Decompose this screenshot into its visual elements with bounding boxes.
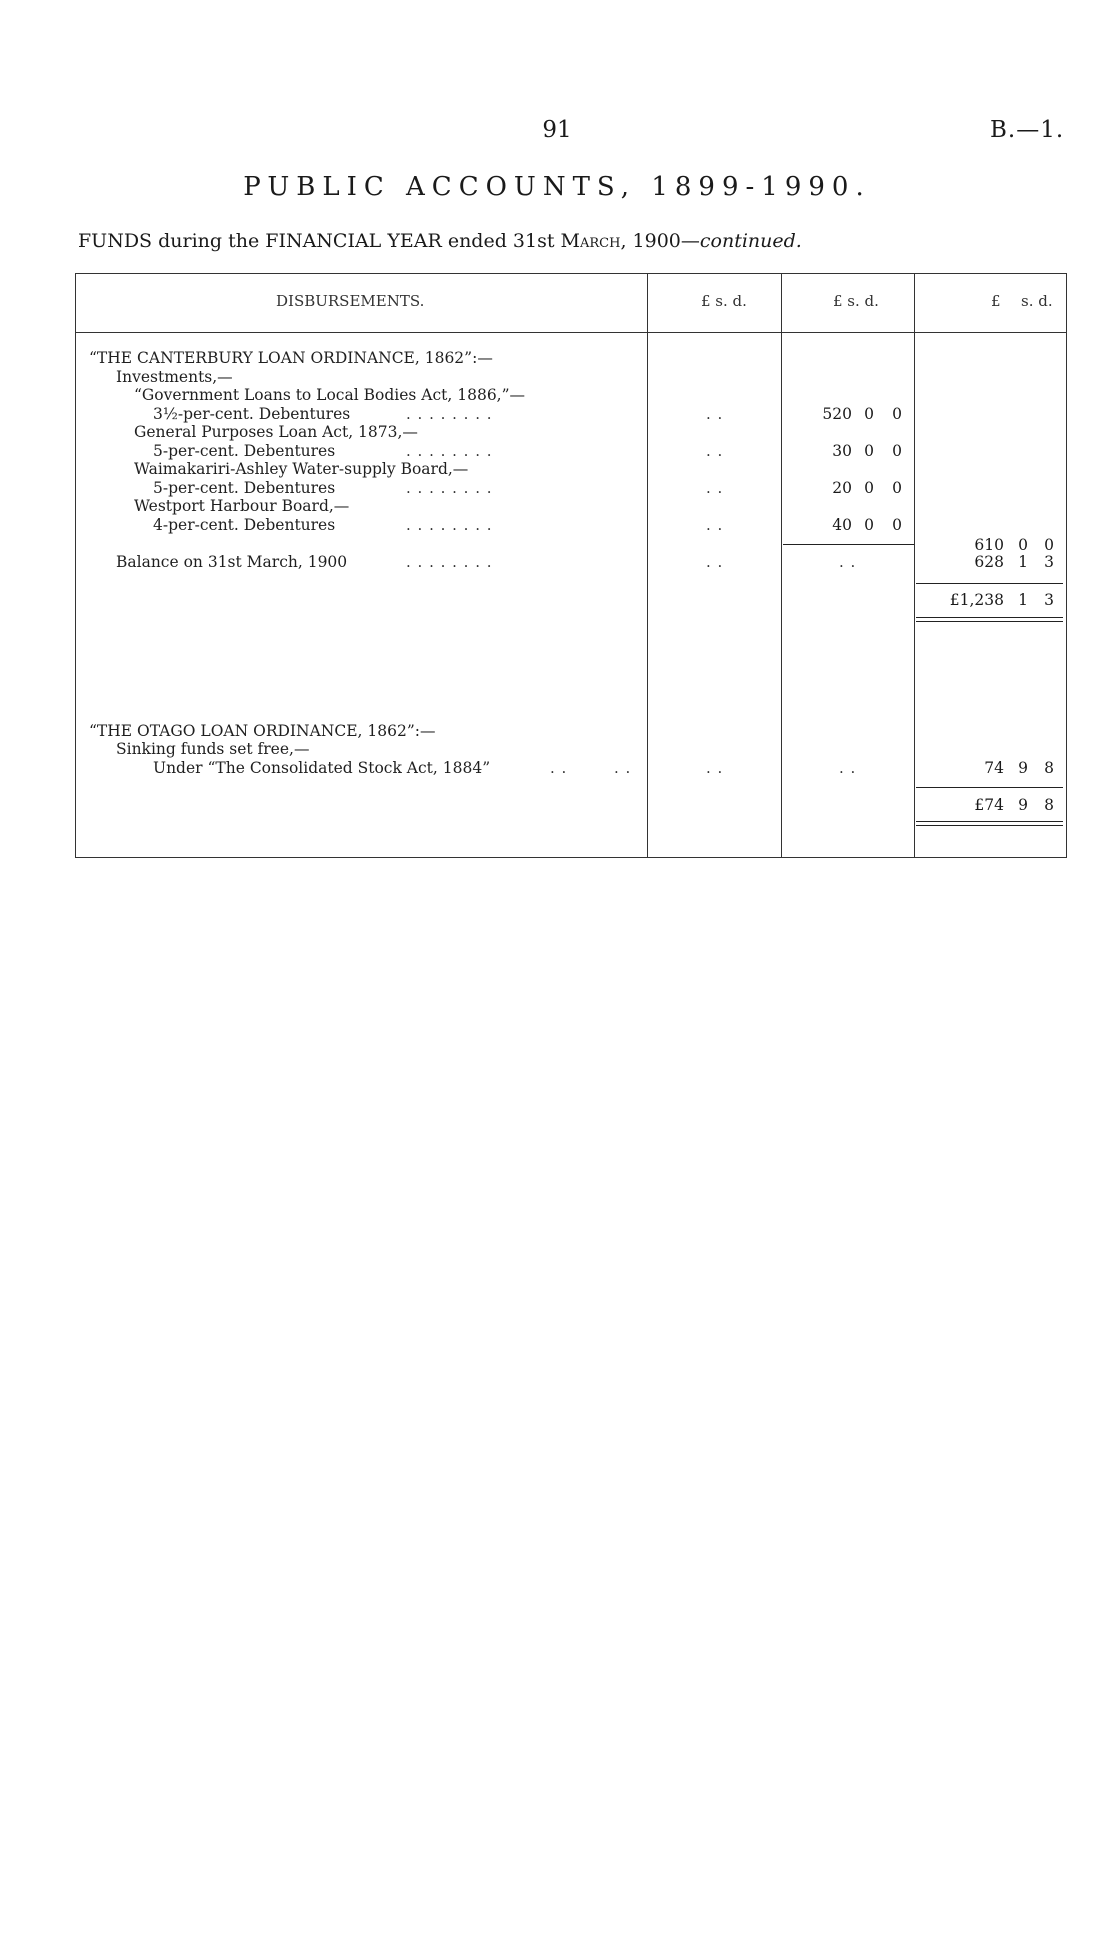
page-number: 91	[542, 117, 572, 143]
canterbury-total-shillings: 1	[1018, 591, 1028, 609]
header-disbursements: DISBURSEMENTS.	[276, 292, 425, 310]
govt-loans-label: “Government Loans to Local Bodies Act, 1886,”—	[134, 386, 526, 404]
subtitle-month: March	[560, 230, 621, 252]
balance-shillings: 1	[1018, 553, 1028, 571]
subtotal-rule	[783, 544, 914, 545]
amount-shillings: 0	[864, 405, 874, 423]
dot-leader: . . . . . . . .	[406, 405, 493, 423]
amount-pounds: 30	[832, 442, 852, 460]
document-reference: B.—1.	[990, 117, 1065, 143]
otago-total-shillings: 9	[1018, 796, 1028, 814]
subtotal-pounds: 610	[974, 536, 1004, 554]
header-col2: £ s. d.	[833, 292, 879, 310]
dot-leader: . . . . . . . .	[406, 479, 493, 497]
dot-leader: . .	[839, 553, 857, 571]
amount-pence: 0	[892, 479, 902, 497]
column-divider	[781, 274, 782, 857]
wh-debentures-label: 4-per-cent. Debentures	[153, 516, 336, 534]
canterbury-total-pounds: £1,238	[949, 591, 1004, 609]
disbursements-table	[75, 273, 1067, 858]
subtitle-main: FUNDS during the FINANCIAL YEAR ended 31st	[78, 230, 561, 252]
dot-leader: . .	[706, 405, 724, 423]
amount-shillings: 0	[864, 479, 874, 497]
amount-pence: 0	[892, 442, 902, 460]
amount-pence: 0	[892, 516, 902, 534]
dot-leader: . . . . . . . .	[406, 516, 493, 534]
otago-total-pence: 8	[1044, 796, 1054, 814]
gp-debentures-label: 5-per-cent. Debentures	[153, 442, 336, 460]
dot-leader: . .	[706, 759, 724, 777]
dot-leader: . . . . . . . .	[406, 442, 493, 460]
otago-double-rule	[916, 825, 1063, 826]
general-purposes-label: General Purposes Loan Act, 1873,—	[134, 423, 418, 441]
dot-leader: . .	[706, 516, 724, 534]
amount-pounds: 20	[832, 479, 852, 497]
total-double-rule	[916, 617, 1063, 618]
amount-pence: 0	[892, 405, 902, 423]
otago-amount-shillings: 9	[1018, 759, 1028, 777]
otago-heading: “THE OTAGO LOAN ORDINANCE, 1862”:—	[89, 722, 436, 740]
sinking-funds-label: Sinking funds set free,—	[116, 740, 310, 758]
balance-pence: 3	[1044, 553, 1054, 571]
subtitle-continued: continued.	[699, 230, 802, 252]
header-col3-pound: £	[991, 292, 1001, 310]
amount-shillings: 0	[864, 442, 874, 460]
dot-leader: . .	[550, 759, 568, 777]
header-col3-sd: s. d.	[1021, 292, 1053, 310]
waimakariri-label: Waimakariri-Ashley Water-supply Board,—	[134, 460, 469, 478]
westport-label: Westport Harbour Board,—	[134, 497, 350, 515]
dot-leader: . .	[839, 759, 857, 777]
header-rule	[76, 332, 1066, 333]
wa-debentures-label: 5-per-cent. Debentures	[153, 479, 336, 497]
page-title: PUBLIC ACCOUNTS, 1899-1990.	[243, 172, 871, 202]
column-divider	[914, 274, 915, 857]
total-double-rule	[916, 621, 1063, 622]
investments-label: Investments,—	[116, 368, 233, 386]
consolidated-stock-label: Under “The Consolidated Stock Act, 1884”	[153, 759, 491, 777]
header-col1: £ s. d.	[701, 292, 747, 310]
balance-label: Balance on 31st March, 1900	[116, 553, 348, 571]
dot-leader: . .	[706, 442, 724, 460]
balance-pounds: 628	[974, 553, 1004, 571]
otago-double-rule	[916, 821, 1063, 822]
dot-leader: . . . . . . . .	[406, 553, 493, 571]
subtotal-shillings: 0	[1018, 536, 1028, 554]
total-rule	[916, 583, 1063, 584]
otago-amount-pence: 8	[1044, 759, 1054, 777]
amount-pounds: 520	[822, 405, 852, 423]
dot-leader: . .	[706, 553, 724, 571]
canterbury-total-pence: 3	[1044, 591, 1054, 609]
column-divider	[647, 274, 648, 857]
otago-total-pounds: £74	[974, 796, 1004, 814]
otago-amount-pounds: 74	[984, 759, 1004, 777]
amount-shillings: 0	[864, 516, 874, 534]
page-subtitle	[78, 230, 802, 252]
govt-debentures-label: 3½-per-cent. Debentures	[153, 405, 351, 423]
amount-pounds: 40	[832, 516, 852, 534]
subtotal-pence: 0	[1044, 536, 1054, 554]
dot-leader: . .	[614, 759, 632, 777]
subtitle-year: , 1900—	[620, 230, 700, 252]
canterbury-heading: “THE CANTERBURY LOAN ORDINANCE, 1862”:—	[89, 349, 493, 367]
otago-total-rule	[916, 787, 1063, 788]
dot-leader: . .	[706, 479, 724, 497]
